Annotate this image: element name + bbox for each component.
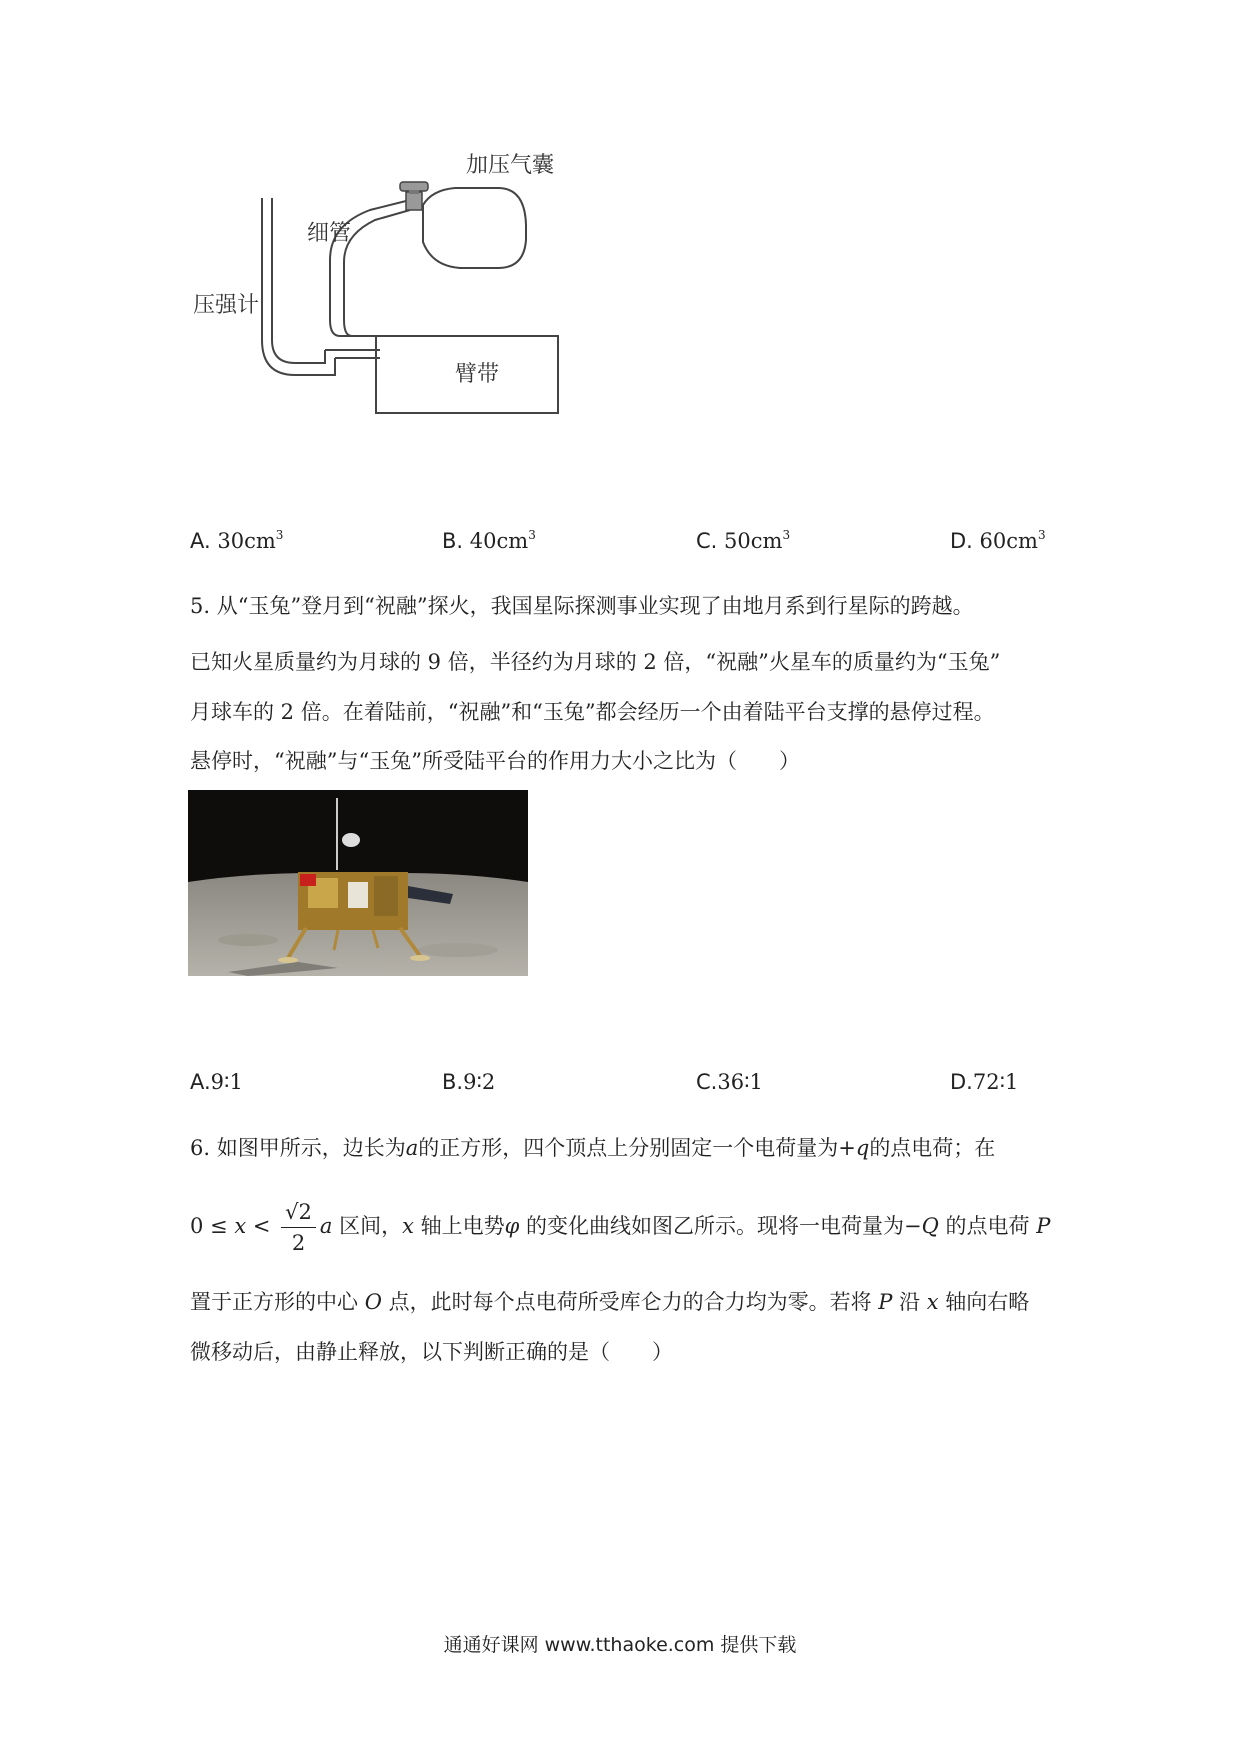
q5-option-a: A.9∶1 (190, 1070, 243, 1094)
q5-option-b: B.9∶2 (442, 1070, 496, 1094)
q6-line-4: 微移动后，由静止释放，以下判断正确的是（ ） (190, 1340, 673, 1364)
label-tube: 细管 (307, 221, 352, 246)
q6-line-3: 置于正方形的中心 O 点，此时每个点电荷所受库仑力的合力均为零。若将 P 沿 x 轴向右略 (190, 1290, 1030, 1314)
q4-option-c: C. $50cm^3$ (696, 528, 791, 553)
q4-option-d: D. $60cm^3$ (950, 528, 1046, 553)
q4-option-a: A. $30cm^3$ (190, 528, 284, 553)
q4-option-b: B. $40cm^3$ (442, 528, 536, 553)
fraction-sqrt2-over-2: $\frac{√2}{2}$ (281, 1197, 316, 1258)
q5-option-d: D.72∶1 (950, 1070, 1019, 1094)
footer-source: 通通好课网 www.tthaoke.com 提供下载 (443, 1634, 797, 1656)
q5-line-2: 已知火星质量约为月球的 9 倍，半径约为月球的 2 倍，“祝融”火星车的质量约为“玉兔” (190, 650, 1001, 674)
q5-line-1: 5. 从“玉兔”登月到“祝融”探火，我国星际探测事业实现了由地月系到行星际的跨越。 (190, 594, 974, 618)
q5-line-4: 悬停时，“祝融”与“玉兔”所受陆平台的作用力大小之比为（ ） (190, 749, 800, 773)
label-cuff: 臂带 (455, 362, 500, 387)
lunar-lander-photo (188, 790, 528, 976)
label-gauge: 压强计 (193, 293, 260, 318)
q6-line-1: 6. 如图甲所示，边长为a的正方形，四个顶点上分别固定一个电荷量为+q的点电荷；在 (190, 1136, 996, 1160)
label-balloon: 加压气囊 (466, 153, 555, 178)
q5-line-3: 月球车的 2 倍。在着陆前，“祝融”和“玉兔”都会经历一个由着陆平台支撑的悬停过程。 (190, 700, 995, 724)
q6-line-2: 0 ≤ x < $\frac{√2}{2}$ a 区间，x 轴上电势φ 的变化曲线如图乙所示。现将一电荷量为−Q 的点电荷 P (190, 1196, 1050, 1258)
q5-option-c: C.36∶1 (696, 1070, 763, 1094)
